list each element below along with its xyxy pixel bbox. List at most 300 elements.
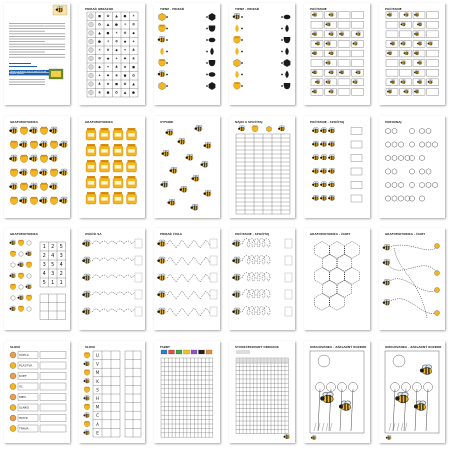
bee-icon [320, 128, 327, 133]
pot-shadow [284, 37, 291, 43]
jar-label [101, 181, 107, 185]
drop-icon [285, 71, 289, 79]
symbol-icon: ❀ [98, 90, 101, 95]
symbol-icon: ✿ [98, 22, 101, 27]
hexagon [420, 142, 425, 148]
honey-pot-icon [50, 197, 57, 205]
letter-cell: K [96, 378, 99, 384]
honey-pot-icon [252, 126, 258, 133]
bee-icon [186, 154, 193, 160]
hexagon [159, 82, 166, 90]
flower-box [285, 273, 292, 282]
bee-icon [356, 32, 361, 36]
hexagon [19, 252, 23, 257]
bee-icon [233, 13, 240, 19]
bee-icon [383, 279, 390, 285]
jar-lid [114, 128, 122, 130]
dashed-trace-line [92, 241, 140, 244]
bee-icon [428, 41, 433, 45]
bee-icon [326, 60, 331, 64]
text-line [9, 46, 65, 47]
bee-icon [39, 141, 47, 147]
compare-circle [409, 196, 414, 201]
count-cell [311, 60, 323, 67]
hexagon [19, 285, 23, 290]
jar-lid [101, 128, 109, 130]
drop-icon [235, 25, 239, 33]
bee-icon [401, 22, 406, 26]
bee-icon [9, 183, 17, 189]
number-cell: 5 [59, 244, 63, 250]
worksheet-page-14 [79, 228, 145, 330]
count-cell [400, 31, 412, 38]
honey-pot-icon [40, 127, 47, 135]
worksheet-page-5 [304, 3, 370, 105]
jar-label [128, 181, 134, 185]
word-label: ÚĽ [19, 384, 23, 389]
word-label: VČELA [19, 353, 29, 358]
bee-icon [329, 51, 334, 55]
symbol-icon: ☀ [114, 31, 119, 36]
page-title: TIENE - PRIRAĎ [235, 7, 260, 11]
flower-box [285, 239, 292, 248]
symbol-icon: ▲ [98, 31, 101, 36]
bee-shadow [209, 38, 216, 43]
hexagon [420, 196, 425, 202]
text-line [9, 39, 65, 40]
worksheet-page-7 [4, 116, 70, 218]
connector-dot [241, 39, 243, 41]
hexagon [426, 142, 431, 148]
bee-icon [168, 199, 175, 205]
dashed-trace-line [92, 258, 140, 261]
bee-icon [417, 41, 422, 45]
hexagon [386, 142, 391, 148]
symbol-icon: ♣ [114, 65, 119, 70]
page-title: GRAFOMOTORIKA - ČIARY [310, 232, 351, 236]
count-cell [427, 69, 439, 76]
connector-dot [281, 74, 283, 76]
bee-icon [17, 295, 23, 300]
bee-icon [417, 22, 422, 26]
hexagon [392, 196, 397, 202]
jar-lid [128, 176, 136, 178]
jar-label [115, 165, 121, 169]
worksheet-page-23 [304, 341, 370, 443]
worksheet-page-17 [304, 228, 370, 330]
hexagon [426, 182, 431, 188]
symbol-icon: ◼ [115, 82, 118, 87]
hexagon [420, 155, 425, 161]
bee-icon [390, 80, 395, 84]
bee-icon [428, 80, 433, 84]
page-title: OMAĽOVÁNKA - ZÁKLADNÝ ROZBOR [385, 345, 442, 349]
count-cell [338, 41, 350, 48]
hexagon [405, 155, 410, 161]
jar-lid [128, 128, 136, 130]
page-title: VYFARBI [160, 120, 174, 124]
bee-icon [329, 70, 334, 74]
text-line [9, 79, 45, 80]
dashed-trace-line [167, 240, 215, 248]
bee-icon [312, 70, 317, 74]
answer-box [351, 128, 362, 135]
jar-label [128, 197, 134, 201]
symbol-icon: ◼ [123, 73, 127, 78]
page-title: GRAFOMOTORIKA - ČIARY [385, 232, 426, 236]
pot-shadow [209, 60, 216, 66]
jar-lid [128, 160, 136, 162]
bee-icon [157, 308, 165, 314]
hexagon [386, 128, 391, 134]
symbol-icon: ◼ [132, 65, 135, 70]
symbol-icon: ✦ [98, 73, 101, 78]
bee-icon [414, 12, 419, 16]
honey-pot-icon [30, 197, 37, 205]
jar-lid [128, 192, 136, 194]
drop-icon [235, 48, 239, 56]
jar-label [88, 149, 94, 153]
bee-icon [320, 168, 327, 173]
colour-swatch [176, 350, 182, 354]
connector-dot [166, 74, 168, 76]
connector-dot [241, 28, 243, 30]
bee-icon [417, 60, 422, 64]
count-cell [352, 12, 364, 19]
page-title: ŠTVORČEKOVANÝ OBRÁZOK [235, 345, 279, 349]
worksheet-page-16 [229, 228, 295, 330]
jar-lid [114, 176, 122, 178]
flower-box [285, 307, 292, 316]
bee-icon [157, 291, 165, 297]
picture-icon [89, 90, 94, 95]
bee-icon [329, 89, 334, 93]
count-cell [352, 89, 364, 96]
page-title: SLOVÁ [10, 345, 21, 349]
count-cell [338, 79, 350, 86]
word-label: HMYZ [19, 416, 28, 421]
connector-dot [166, 28, 168, 30]
bee-icon [25, 251, 31, 256]
dashed-trace-line [167, 274, 215, 282]
flower-icon [435, 271, 440, 276]
picture-icon [89, 22, 94, 27]
bee-icon [49, 183, 57, 189]
hexagon [433, 142, 438, 148]
bee-icon [283, 434, 289, 439]
jar-label [88, 181, 94, 185]
jar-label [88, 165, 94, 169]
bee-icon [162, 150, 169, 156]
bee-icon [312, 195, 319, 200]
jar-label [88, 133, 94, 137]
worksheet-page-24 [379, 341, 445, 443]
text-line [9, 41, 45, 42]
hexagon [392, 142, 397, 148]
symbol-icon: ☀ [106, 39, 110, 44]
number-cell: 2 [42, 253, 46, 259]
bee-icon [83, 361, 89, 366]
colour-swatch [206, 350, 212, 354]
bee-icon [414, 32, 419, 36]
worksheet-page-6 [379, 3, 445, 105]
count-cell [311, 21, 323, 28]
dashed-trace-line [242, 256, 270, 264]
symbol-icon: ✿ [132, 73, 135, 78]
bee-icon [49, 155, 57, 161]
hexagon [392, 128, 397, 134]
hexagon [27, 241, 31, 246]
page-title: OMAĽOVÁNKA - ZÁKLADNÝ ROZBOR [310, 345, 367, 349]
hexagon [234, 59, 241, 67]
honey-pot-icon [10, 169, 17, 177]
count-cell [352, 50, 364, 57]
worksheet-page-1 [4, 3, 70, 105]
symbol-icon: ❀ [132, 56, 135, 61]
dashed-trace-line [92, 292, 140, 295]
hexagon [392, 155, 397, 161]
honey-pot-icon [20, 127, 27, 135]
write-box [40, 415, 66, 422]
honey-pot-icon [40, 155, 47, 163]
honey-pot-icon [40, 183, 47, 191]
compare-circle [409, 142, 414, 147]
worksheet-page-8 [79, 116, 145, 218]
worksheet-page-18 [379, 228, 445, 330]
number-cell: 1 [51, 280, 55, 286]
hexagon [386, 155, 391, 161]
hexagon [27, 307, 31, 312]
connector-dot [166, 39, 168, 41]
bee-icon [320, 182, 327, 187]
bee-icon [29, 127, 37, 133]
bee-icon [19, 197, 27, 203]
text-line [9, 23, 65, 24]
count-cell [427, 89, 439, 96]
letter-cell: A [96, 421, 99, 427]
honey-pot-icon [159, 59, 166, 66]
jar-lid [101, 144, 109, 146]
number-cell: 2 [51, 244, 55, 250]
text-line [9, 49, 65, 50]
worksheet-page-12 [379, 116, 445, 218]
bee-icon [312, 182, 319, 187]
bee-icon [353, 80, 358, 84]
bee-icon [9, 155, 17, 161]
bee-icon [328, 195, 335, 200]
number-cell: 3 [42, 262, 46, 268]
worksheet-page-11 [304, 116, 370, 218]
write-box [40, 352, 66, 359]
bee-icon [312, 155, 319, 160]
connector-dot [206, 85, 208, 87]
jar-lid [87, 144, 95, 146]
jar-lid [87, 128, 95, 130]
word-picture-icon [10, 352, 16, 358]
honey-pot-icon [84, 387, 90, 393]
number-cell: 1 [42, 244, 46, 250]
bee-icon [19, 169, 27, 175]
symbol-icon: ❀ [115, 73, 118, 78]
symbol-icon: ✦ [132, 39, 135, 44]
symbol-icon: ◼ [106, 90, 110, 95]
bee-icon [328, 141, 335, 146]
colouring-frame [310, 351, 364, 433]
bee-icon [339, 70, 344, 74]
symbol-icon: ● [106, 31, 110, 36]
dashed-trace-line [242, 239, 270, 247]
symbol-icon: ☀ [123, 22, 127, 27]
flower-box [210, 290, 217, 299]
bee-icon [417, 80, 422, 84]
hexagon [386, 196, 391, 202]
symbol-icon: ◆ [132, 31, 135, 36]
hexagon [433, 182, 438, 188]
bee-icon [192, 175, 199, 181]
hexagon [399, 182, 404, 188]
page-title: NÁJDI A SPOČÍTAJ [235, 120, 263, 124]
honey-pot-icon [234, 36, 241, 43]
count-cell [386, 60, 398, 67]
bee-icon [59, 141, 67, 147]
flower-box [135, 239, 142, 248]
bee-icon [180, 186, 187, 192]
connector-dot [206, 74, 208, 76]
count-cell [427, 12, 439, 19]
hexagon [405, 196, 410, 202]
letter-cell: M [95, 370, 100, 376]
bee-icon [312, 32, 317, 36]
letter-cell: Č [96, 413, 99, 419]
symbol-icon: ✿ [115, 90, 118, 95]
letter-cell: M [95, 404, 100, 410]
symbol-icon: ◆ [98, 65, 101, 70]
text-line [9, 31, 45, 32]
symbol-icon: ✿ [106, 14, 110, 19]
bee-icon [82, 240, 90, 246]
page-title: POČÍTANIE - SPOČÍTAJ [310, 120, 345, 124]
honey-pot-icon [84, 352, 90, 358]
bee-icon [383, 244, 390, 250]
picture-icon [89, 65, 94, 70]
compare-circle [409, 128, 414, 133]
connector-dot [241, 51, 243, 53]
bee-icon [383, 259, 390, 265]
worksheet-page-9 [154, 116, 220, 218]
drop-icon [160, 48, 164, 56]
number-cell: 4 [59, 262, 63, 268]
bee-icon [320, 141, 327, 146]
count-cell [386, 69, 398, 76]
bee-icon [339, 32, 344, 36]
flower-box [135, 290, 142, 299]
bee-icon [404, 12, 409, 16]
bee-icon [414, 51, 419, 55]
bee-icon [238, 126, 245, 131]
page-title: PRIRAĎ OBRÁZOK [85, 7, 114, 11]
colour-swatch [184, 350, 190, 354]
page-title: SLOVÁ [85, 345, 96, 349]
symbol-icon: ☀ [131, 14, 136, 19]
text-line [9, 26, 65, 27]
text-line [9, 33, 65, 34]
hexagon [11, 296, 15, 301]
connector-dot [206, 39, 208, 41]
hexagon [392, 182, 397, 188]
hexagon [159, 13, 166, 21]
connector-dot [166, 16, 168, 18]
bee-icon [328, 182, 335, 187]
jar-lid [101, 160, 109, 162]
bee-icon [312, 128, 319, 133]
count-cell [338, 50, 350, 57]
page-title: PRIRAĎ ČÍSLA [160, 232, 182, 236]
connector-dot [166, 62, 168, 64]
honey-pot-icon [18, 273, 24, 279]
picture-icon [89, 73, 94, 78]
bee-icon [329, 32, 334, 36]
bee-icon [191, 204, 198, 210]
legend-box [236, 350, 250, 354]
word-picture-icon [10, 426, 16, 432]
bee-icon [29, 155, 37, 161]
connector-dot [281, 16, 283, 18]
jar-lid [101, 192, 109, 194]
bee-icon [401, 41, 406, 45]
write-box [40, 383, 66, 390]
jar-label [101, 165, 107, 169]
connector-dot [206, 62, 208, 64]
picture-icon [89, 56, 94, 61]
bee-icon [312, 89, 317, 93]
worksheet-page-2 [79, 3, 145, 105]
compare-circle [409, 169, 414, 174]
number-cell: 2 [59, 271, 63, 277]
word-picture-icon [10, 415, 16, 421]
bee-icon [83, 430, 89, 435]
count-cell [427, 50, 439, 57]
picture-icon [89, 39, 94, 44]
bee-icon [82, 257, 90, 263]
hexagon [426, 128, 431, 134]
drop-icon [210, 48, 214, 56]
bee-icon [9, 306, 15, 311]
bee-icon [170, 167, 177, 173]
honey-pot-icon [30, 141, 37, 149]
dashed-trace-line [242, 307, 270, 315]
letter-cell: U [96, 353, 99, 358]
symbol-icon: ◼ [98, 14, 101, 19]
hexagon [420, 169, 425, 175]
count-cell [352, 21, 364, 28]
hexagon [420, 182, 425, 188]
symbol-icon: ▲ [106, 22, 110, 27]
drop-icon [235, 71, 239, 79]
connector-dot [166, 85, 168, 87]
dashed-trace-line [387, 299, 437, 314]
jar-lid [114, 160, 122, 162]
flower-box [210, 273, 217, 282]
flower-icon [435, 311, 440, 316]
bee-icon [29, 183, 37, 189]
letter-cell: V [96, 361, 99, 367]
number-cell: 3 [51, 271, 55, 277]
connector-dot [241, 16, 243, 18]
symbol-icon: ● [98, 39, 101, 44]
bee-icon [315, 80, 320, 84]
jar-label [115, 133, 121, 137]
picture-icon [89, 14, 94, 19]
